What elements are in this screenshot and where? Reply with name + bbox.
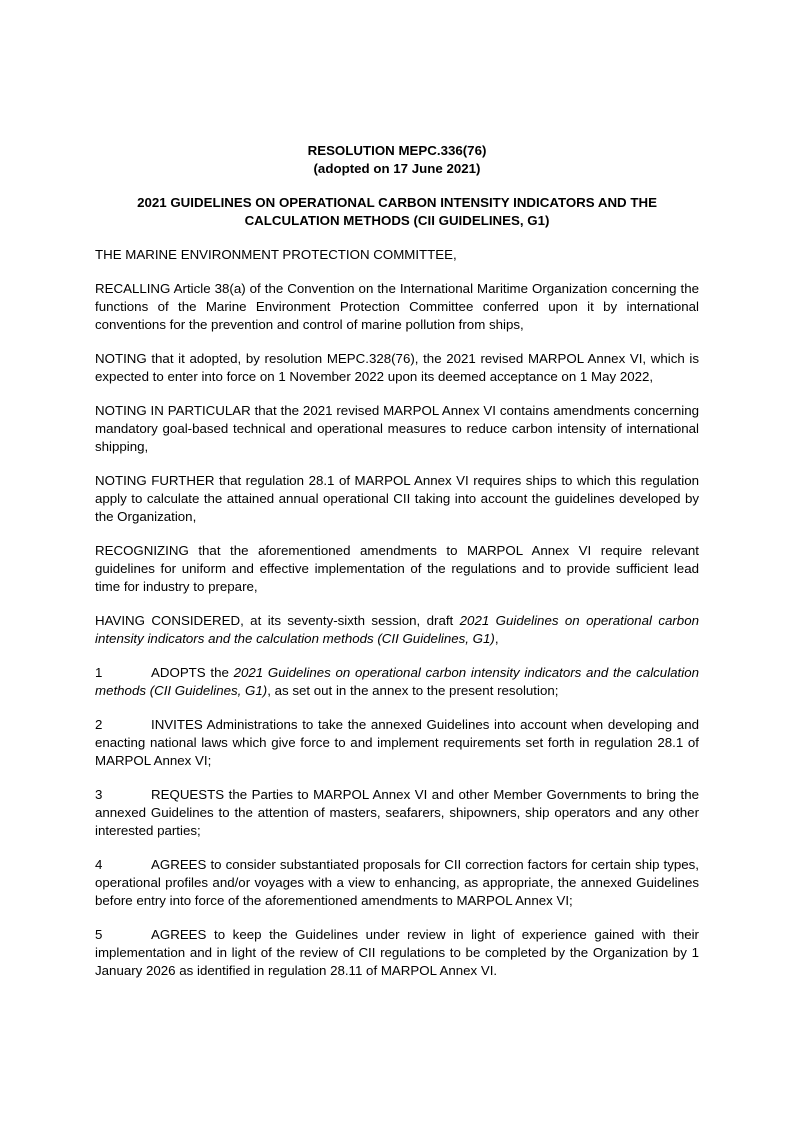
noting-paragraph: NOTING that it adopted, by resolution MEPC.328(76), the 2021 revised MARPOL Annex VI, which is expected to enter into force on 1 November 2022 upon its deemed acceptance on 1 May 2022, <box>95 351 699 384</box>
operative-paragraph-5 <box>95 926 699 980</box>
having-considered-prefix: HAVING CONSIDERED, at its seventy-sixth session, draft <box>95 613 460 628</box>
committee-heading: THE MARINE ENVIRONMENT PROTECTION COMMITTEE, <box>95 247 457 262</box>
operative-paragraph-2 <box>95 716 699 770</box>
adoption-date: (adopted on 17 June 2021) <box>313 161 481 176</box>
noting-further-paragraph: NOTING FURTHER that regulation 28.1 of MARPOL Annex VI requires ships to which this regulation apply to calculate the attained annual operational CII taking into account the guidelines developed by the Organization, <box>95 473 699 524</box>
operative-3-text: REQUESTS the Parties to MARPOL Annex VI and other Member Governments to bring the annexed Guidelines to the attention of masters, seafarers, shipowners, ship operators and any other interested parties; <box>95 787 699 838</box>
paragraph-number: 3 <box>95 787 103 802</box>
guidelines-title <box>95 194 699 230</box>
guidelines-title-line-2: CALCULATION METHODS (CII GUIDELINES, G1) <box>244 213 550 228</box>
having-considered-paragraph <box>95 612 699 648</box>
operative-1-title: 2021 Guidelines on operational carbon intensity indicators and the calculation methods (CII Guidelines, G1) <box>95 665 699 698</box>
having-considered-title: 2021 Guidelines on operational carbon intensity indicators and the calculation methods (CII Guidelines, G1) <box>95 613 699 646</box>
operative-4-text: AGREES to consider substantiated proposals for CII correction factors for certain ship types, operational profiles and/or voyages with a view to enhancing, as appropriate, the annexed Guidelines before entry into force of the aforementioned amendments to MARPOL Annex VI; <box>95 857 699 908</box>
paragraph-number: 2 <box>95 717 103 732</box>
operative-1-suffix: , as set out in the annex to the present resolution; <box>267 683 559 698</box>
operative-paragraph-3 <box>95 786 699 840</box>
guidelines-title-line-1: 2021 GUIDELINES ON OPERATIONAL CARBON INTENSITY INDICATORS AND THE <box>137 195 657 210</box>
paragraph-number: 5 <box>95 927 103 942</box>
resolution-number: RESOLUTION MEPC.336(76) <box>307 143 487 158</box>
paragraph-number: 1 <box>95 665 103 680</box>
document-page <box>95 142 699 996</box>
operative-5-text: AGREES to keep the Guidelines under review in light of experience gained with their implementation and in light of the review of CII regulations to be completed by the Organization by 1 January 2026 as identified in regulation 28.11 of MARPOL Annex VI. <box>95 927 699 978</box>
recognizing-paragraph: RECOGNIZING that the aforementioned amendments to MARPOL Annex VI require relevant guidelines for uniform and effective implementation of the regulations and to provide sufficient lead time for industry to prepare, <box>95 543 699 594</box>
operative-paragraph-1 <box>95 664 699 700</box>
having-considered-suffix: , <box>494 631 499 646</box>
operative-paragraph-4 <box>95 856 699 910</box>
operative-2-text: INVITES Administrations to take the annexed Guidelines into account when developing and enacting national laws which give force to and implement requirements set forth in regulation 28.1 of MARPOL Annex VI; <box>95 717 699 768</box>
recalling-paragraph: RECALLING Article 38(a) of the Convention on the International Maritime Organization concerning the functions of the Marine Environment Protection Committee conferred upon it by international conventions for the prevention and control of marine pollution from ships, <box>95 281 699 332</box>
noting-particular-paragraph: NOTING IN PARTICULAR that the 2021 revised MARPOL Annex VI contains amendments concerning mandatory goal-based technical and operational measures to reduce carbon intensity of international shipping, <box>95 403 699 454</box>
paragraph-number: 4 <box>95 857 103 872</box>
operative-1-prefix: ADOPTS the <box>151 665 234 680</box>
